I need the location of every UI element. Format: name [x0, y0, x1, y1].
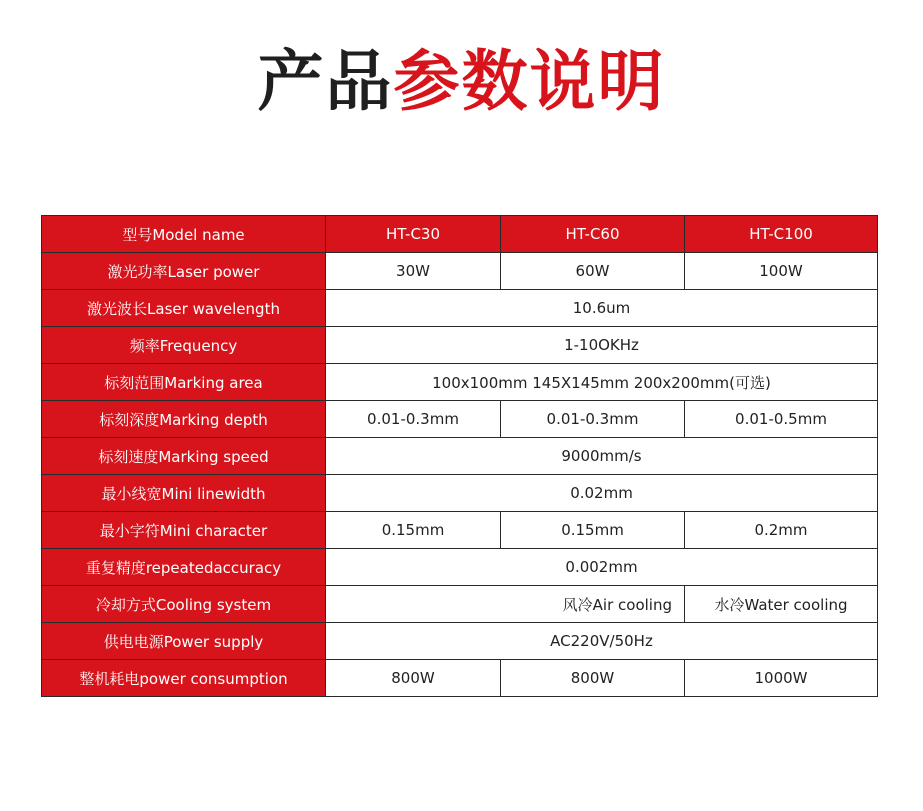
- row-label: 频率Frequency: [42, 327, 326, 364]
- table-cell: 1000W: [685, 660, 878, 697]
- table-row-laser-power: [42, 253, 878, 290]
- table-cell: 100W: [685, 253, 878, 290]
- table-cell: 0.2mm: [685, 512, 878, 549]
- table-cell: 0.01-0.5mm: [685, 401, 878, 438]
- row-label: 最小线宽Mini linewidth: [42, 475, 326, 512]
- table-row-power-consumption: [42, 660, 878, 697]
- table-row-frequency: [42, 327, 878, 364]
- row-label: 重复精度repeatedaccuracy: [42, 549, 326, 586]
- row-label: 冷却方式Cooling system: [42, 586, 326, 623]
- row-label: 激光功率Laser power: [42, 253, 326, 290]
- table-row-power-supply: [42, 623, 878, 660]
- header-label: 型号Model name: [42, 216, 326, 253]
- table-cell: 800W: [501, 660, 685, 697]
- table-row-mini-linewidth: [42, 475, 878, 512]
- table-cell: 0.15mm: [326, 512, 501, 549]
- row-label: 标刻范围Marking area: [42, 364, 326, 401]
- table-cell: 0.02mm: [326, 475, 878, 512]
- table-header-row: [42, 216, 878, 253]
- table-row-marking-depth: [42, 401, 878, 438]
- spec-table: [41, 215, 878, 697]
- table-cell: 60W: [501, 253, 685, 290]
- model-ht-c60: HT-C60: [501, 216, 685, 253]
- row-label: 标刻速度Marking speed: [42, 438, 326, 475]
- table-cell: 0.002mm: [326, 549, 878, 586]
- model-ht-c100: HT-C100: [685, 216, 878, 253]
- row-label: 整机耗电power consumption: [42, 660, 326, 697]
- table-cell: 0.15mm: [501, 512, 685, 549]
- table-row-marking-speed: [42, 438, 878, 475]
- table-row-laser-wavelength: [42, 290, 878, 327]
- table-cell: 100x100mm 145X145mm 200x200mm(可选): [326, 364, 878, 401]
- table-cell: 0.01-0.3mm: [326, 401, 501, 438]
- page-title: [0, 42, 923, 122]
- table-row-repeated-accuracy: [42, 549, 878, 586]
- title-part-1: 产品: [257, 43, 394, 120]
- row-label: 激光波长Laser wavelength: [42, 290, 326, 327]
- row-label: 最小字符Mini character: [42, 512, 326, 549]
- water-cooling-cell: 水冷Water cooling: [685, 586, 878, 623]
- table-row-mini-character: [42, 512, 878, 549]
- table-cell: 9000mm/s: [326, 438, 878, 475]
- table-cell: 10.6um: [326, 290, 878, 327]
- title-part-2: 参数说明: [393, 43, 666, 120]
- table-cell: AC220V/50Hz: [326, 623, 878, 660]
- row-label: 标刻深度Marking depth: [42, 401, 326, 438]
- model-ht-c30: HT-C30: [326, 216, 501, 253]
- air-cooling-cell: 风冷Air cooling: [326, 586, 685, 623]
- row-label: 供电电源Power supply: [42, 623, 326, 660]
- table-cell: 0.01-0.3mm: [501, 401, 685, 438]
- table-cell: 1-10OKHz: [326, 327, 878, 364]
- table-row-cooling-system: [42, 586, 878, 623]
- table-cell: 30W: [326, 253, 501, 290]
- table-cell: 800W: [326, 660, 501, 697]
- table-row-marking-area: [42, 364, 878, 401]
